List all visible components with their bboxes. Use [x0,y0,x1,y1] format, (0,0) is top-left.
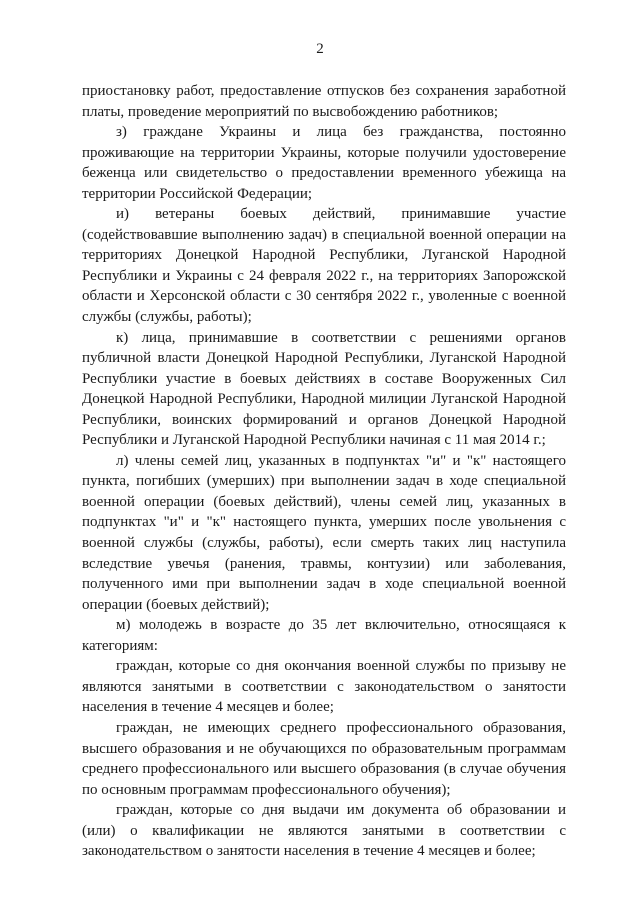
paragraph-item-k: к) лица, принимавшие в соответствии с решениями органов публичной власти Донецкой Народной Республики, Луганской Народной Республики участие в боевых действиях в составе Вооруженных Сил Донецкой Народной Республики, Народной милиции Луганской Народной Республики, воинских формирований и органов Донецкой Народной Республики и Луганской Народной Республики начиная с 11 мая 2014 г.; [82,329,566,449]
paragraph-category-1: граждан, которые со дня окончания военной службы по призыву не являются занятыми в соответствии с законодательством о занятости населения в течение 4 месяцев и более; [82,658,566,716]
paragraph-item-z: з) граждане Украины и лица без гражданства, постоянно проживающие на территории Украины, которые получили удостоверение беженца или свидетельство о предоставлении временного убежища на территории Российской Федерации; [82,124,566,202]
page-number: 2 [316,41,324,57]
paragraph-item-l: л) члены семей лиц, указанных в подпунктах "и" и "к" настоящего пункта, погибших (умерших) при выполнении задач в ходе специальной военной операции (боевых действий), члены семей лиц, указанных в подпунктах "и" и "к" настоящего пункта, умерших после увольнения с военной службы (службы, работы), если смерть таких лиц наступила вследствие увечья (ранения, травмы, контузии) или заболевания, полученного ими при выполнении задач в ходе специальной военной операции (боевых действий); [82,452,566,613]
paragraph-continuation: приостановку работ, предоставление отпусков без сохранения заработной платы, проведение мероприятий по высвобождению работников; [82,83,566,120]
paragraph-category-3: граждан, которые со дня выдачи им документа об образовании и (или) о квалификации не являются занятыми в соответствии с законодательством о занятости населения в течение 4 месяцев и более; [82,802,566,860]
paragraph-item-m: м) молодежь в возрасте до 35 лет включительно, относящаяся к категориям: [82,617,566,654]
paragraph-item-i: и) ветераны боевых действий, принимавшие участие (содействовавшие выполнению задач) в специальной военной операции на территориях Донецкой Народной Республики, Луганской Народной Республики и Украины с 24 февраля 2022 г., на территориях Запорожской области и Херсонской области с 30 сентября 2022 г., уволенные с военной службы (службы, работы); [82,206,566,326]
document-body [82,81,566,862]
paragraph-category-2: граждан, не имеющих среднего профессионального образования, высшего образования и не обучающихся по образовательным программам среднего профессионального или высшего образования (в случае обучения по основным программам профессионального обучения); [82,719,566,798]
